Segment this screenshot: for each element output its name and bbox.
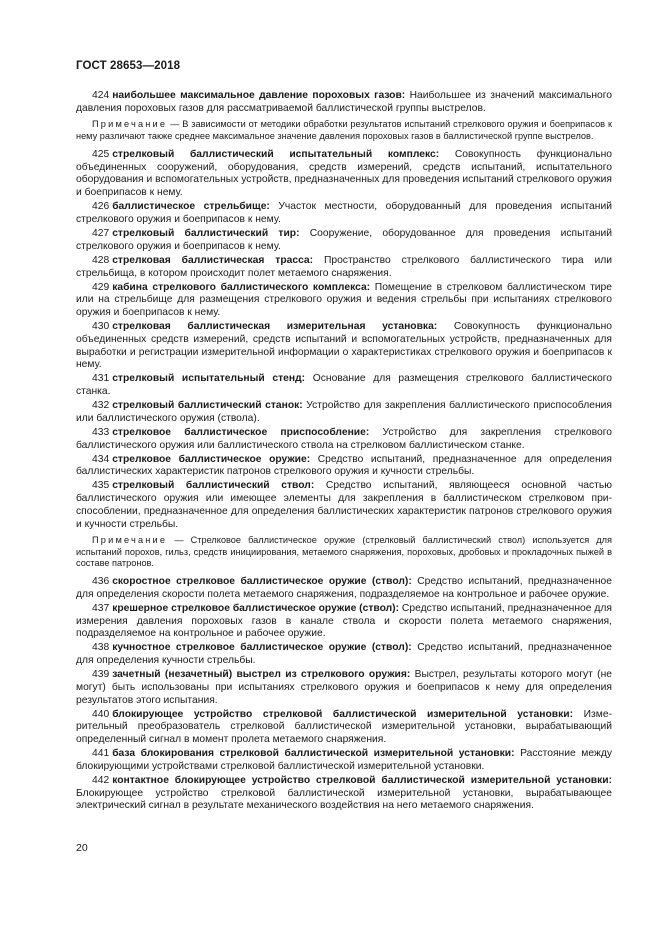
entry-number: 425: [92, 149, 110, 160]
term-entry-437: [76, 603, 612, 641]
entry-term: блокирующее устройство стрелковой баллистической измерительной установки:: [112, 708, 574, 720]
entry-definition: Помещение в стрелковом баллистическом тире или на стрельбище для размещения стрелкового оружия и ведения стрельбы при испытаниях стрелкового оружия и боеприпасов к нему.: [76, 281, 612, 318]
entry-term: баллистическое стрельбище:: [112, 201, 270, 213]
entry-term: стрелковый баллистический испытательный комплекс:: [112, 149, 440, 160]
term-entry-439: [76, 669, 612, 707]
entry-number: 434: [92, 453, 110, 465]
entry-definition: Наибольшее из значений максимального давления пороховых газов для рассматриваемой баллистической группы выстрелов.: [76, 90, 612, 114]
term-entry-426: [76, 201, 612, 226]
term-entry-430: [76, 321, 612, 372]
entry-number: 437: [92, 602, 110, 614]
entry-number: 429: [92, 281, 110, 293]
entry-number: 427: [92, 228, 110, 239]
term-entry-441: [76, 748, 612, 773]
entry-definition: Средство испытаний, предназначенное для определения баллистических характеристик патронов стрелкового оружия и кучности стрельбы.: [76, 453, 612, 478]
entry-term: стрелковая баллистическая измерительная установка:: [112, 321, 438, 333]
entry-number: 439: [92, 669, 110, 681]
entry-term: стрелковый испытательный стенд:: [112, 373, 306, 385]
entry-term: стрелковый баллистический ствол:: [112, 480, 315, 492]
entry-term: база блокирования стрелковой баллистической измерительной установки:: [112, 748, 515, 760]
term-entry-433: [76, 427, 612, 452]
note-text: — В зависимости от методики обработки результатов испытаний стрелкового оружия и боеприпасов к нему различают также среднее максимальное значение давления пороховых газов в баллистической группе выстрелов.: [76, 119, 613, 141]
entry-term: крешерное стрелковое баллистическое оружие (ствол):: [112, 602, 400, 614]
entry-term: зачетный (незачетный) выстрел из стрелкового оружия:: [112, 669, 411, 681]
note-text: — Стрелковое баллистическое оружие (стрелковый баллистический ствол) используется для испытаний порохов, гильз, средств инициирования, метаемого снаряжения, пороховых, дробовых и прокладочных пыжей в составе патронов.: [76, 535, 612, 568]
entry-term: наибольшее максимальное давление пороховых газов:: [112, 90, 406, 101]
document-body: [76, 90, 612, 815]
entry-number: 430: [92, 321, 110, 333]
note-424: [76, 119, 612, 142]
entry-number: 441: [92, 748, 110, 760]
page-number: 20: [76, 842, 88, 854]
entry-term: кучностное стрелковое баллистическое оружие (ствол):: [112, 642, 412, 654]
note-label: Примечание: [92, 535, 168, 546]
entry-definition: Средство испытаний, предназначенное для определения скорости полета метаемого снаряжения, подразделяемое на контрольное и рабочее оружие.: [76, 576, 612, 600]
entry-definition: Измерительный преобразователь стрелковой баллистической измерительной установки, вырабатывающий определенный сигнал в момент пролета метаемого снаряжения.: [76, 708, 612, 746]
entry-definition: Выстрел, результаты которого могут (не могут) быть использованы при испытаниях стрелкового оружия и боеприпасов к нему для определения результатов этого испытания.: [76, 669, 612, 706]
entry-definition: Устройство для закрепления стрелкового баллистического оружия или баллистического ствола на стрелковом баллистическом станке.: [76, 426, 612, 451]
entry-number: 431: [92, 373, 110, 385]
entry-term: стрелковое баллистическое оружие:: [112, 453, 311, 465]
entry-definition: Устройство для закрепления баллистического приспособления или баллистического оружия (ствола).: [76, 400, 612, 424]
entry-term: стрелковое баллистическое приспособление:: [112, 426, 370, 438]
term-entry-424: [76, 90, 612, 115]
entry-term: стрелковая баллистическая трасса:: [112, 254, 314, 266]
term-entry-434: [76, 454, 612, 479]
entry-definition: Совокупность функционально объединенных сооружений, оборудования, средств измерений, средств испытаний, испытательного оборудования и вспомогательных устройств, предназначенных для проведения испытаний стрелкового оружия и боеприпасов к нему.: [76, 149, 612, 199]
entry-definition: Средство испытаний, являющееся основной частью баллистического оружия или имеющее элементы для закрепления в баллистическом стрелковом приспособлении, предназначенное для определения баллистических характеристик патронов стрелкового оружия и кучности стрельбы.: [76, 480, 612, 530]
term-entry-428: [76, 255, 612, 280]
entry-term: стрелковый баллистический станок:: [112, 400, 303, 412]
document-header: ГОСТ 28653—2018: [76, 60, 181, 72]
entry-definition: Пространство стрелкового баллистического тира или стрельбища, в котором происходит полет метаемого снаряжения.: [76, 254, 612, 279]
term-entry-429: [76, 282, 612, 320]
term-entry-440: [76, 709, 612, 747]
entry-number: 433: [92, 426, 110, 438]
entry-term: кабина стрелкового баллистического комплекса:: [112, 281, 371, 293]
entry-definition: Блокирующее устройство стрелковой баллистической измерительной установки, вырабатывающее электрический сигнал в результате механического воздействия на него метаемого снаряжения.: [76, 787, 612, 812]
entry-term: контактное блокирующее устройство стрелковой баллистической измерительной установки:: [112, 775, 612, 787]
entry-number: 435: [92, 480, 110, 492]
entry-number: 432: [92, 400, 110, 412]
term-entry-432: [76, 400, 612, 425]
entry-definition: Основание для размещения стрелкового баллистического станка.: [76, 373, 612, 397]
term-entry-438: [76, 642, 612, 667]
entry-number: 436: [92, 576, 110, 588]
entry-number: 438: [92, 642, 110, 654]
term-entry-427: [76, 228, 612, 253]
entry-definition: Участок местности, оборудованный для проведения испытаний стрелкового оружия и боеприпасов к нему.: [76, 201, 612, 225]
entry-number: 442: [92, 775, 110, 787]
note-435: [76, 535, 612, 569]
term-entry-436: [76, 576, 612, 601]
entry-number: 428: [92, 254, 110, 266]
term-entry-431: [76, 373, 612, 398]
entry-term: стрелковый баллистический тир:: [112, 228, 300, 239]
term-entry-425: [76, 149, 612, 200]
entry-number: 426: [92, 201, 110, 213]
entry-definition: Сооружение, оборудованное для проведения испытаний стрелкового оружия и боеприпасов к нему.: [76, 228, 612, 252]
entry-number: 424: [92, 90, 110, 101]
entry-definition: Средство испытаний, предназначенное для определения кучности стрельбы.: [76, 642, 612, 667]
entry-definition: Средство испытаний, предназначенное для измерения давления пороховых газов в канале ствола и скорости полета метаемого снаряжения, подразделяемое на контрольное и рабочее оружие.: [76, 602, 612, 640]
note-label: Примечание: [92, 119, 168, 130]
term-entry-442: [76, 775, 612, 813]
entry-definition: Расстояние между блокирующими устройствами стрелковой баллистической измерительной установки.: [76, 748, 612, 772]
entry-definition: Совокупность функционально объединенных средств измерений, средств испытаний и вспомогательных устройств, предназначенных для выработки и регистрации измерительной информации о характеристиках стрелкового оружия и боеприпасов к нему.: [76, 321, 612, 371]
entry-number: 440: [92, 708, 110, 720]
term-entry-435: [76, 480, 612, 531]
entry-term: скоростное стрелковое баллистическое оружие (ствол):: [112, 576, 412, 588]
